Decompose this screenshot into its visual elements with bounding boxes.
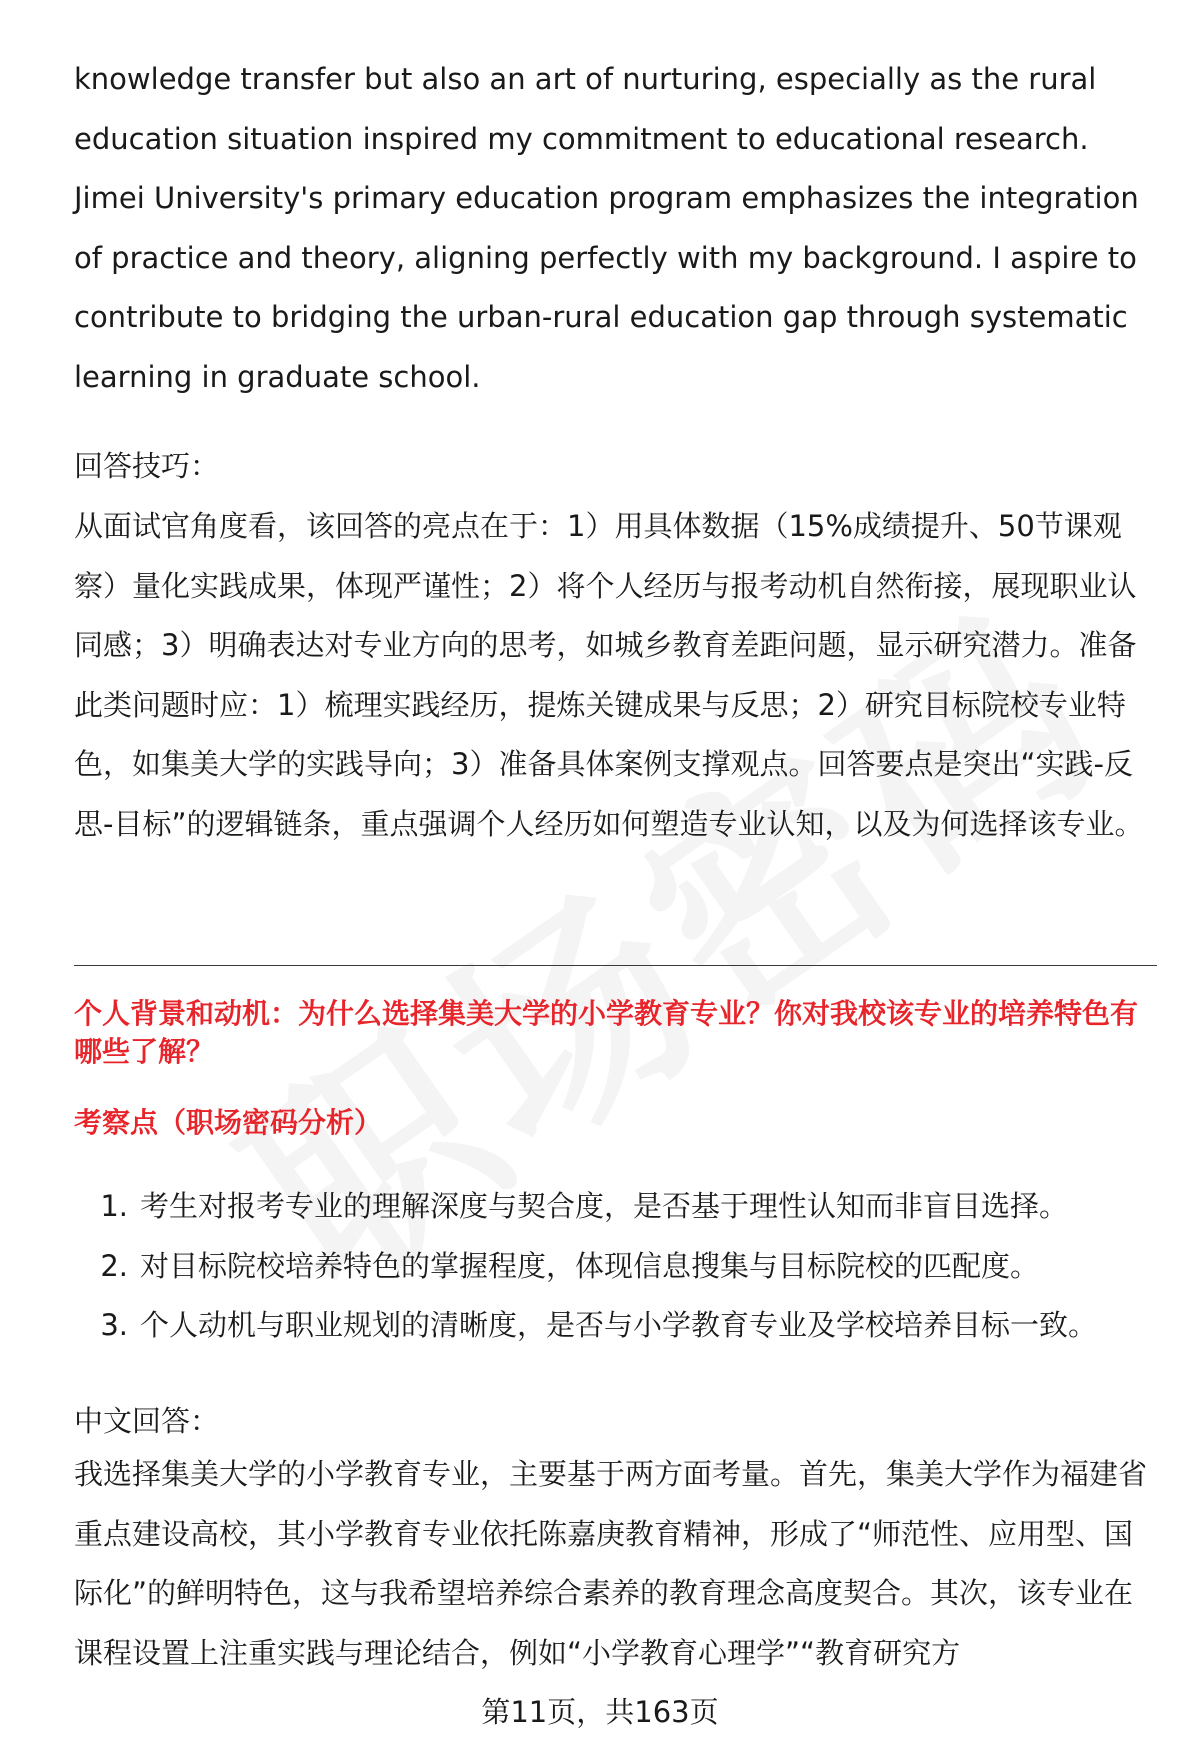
tips-body: 从面试官角度看，该回答的亮点在于：1）用具体数据（15%成绩提升、50节课观察）量化实践成果，体现严谨性；2）将个人经历与报考动机自然衔接，展现职业认同感；3）明确表达对专业方向的思考，如城乡教育差距问题，显示研究潜力。准备此类问题时应：1）梳理实践经历，提炼关键成果与反思；2）研究目标院校专业特色，如集美大学的实践导向；3）准备具体案例支撑观点。回答要点是突出“实践-反思-目标”的逻辑链条，重点强调个人经历如何塑造专业认知，以及为何选择该专业。 <box>74 509 1144 841</box>
list-item-number: 2. <box>100 1248 128 1283</box>
list-item <box>74 1177 1154 1237</box>
chinese-answer-body: 我选择集美大学的小学教育专业，主要基于两方面考量。首先，集美大学作为福建省重点建设高校，其小学教育专业依托陈嘉庚教育精神，形成了“师范性、应用型、国际化”的鲜明特色，这与我希望培养综合素养的教育理念高度契合。其次，该专业在课程设置上注重实践与理论结合，例如“小学教育心理学”“教育研究方 <box>74 1457 1148 1670</box>
assessment-points-title: 考察点（职场密码分析） <box>74 1106 383 1139</box>
tips-label: 回答技巧： <box>74 449 220 483</box>
list-item-number: 3. <box>100 1308 128 1342</box>
section-divider <box>74 965 1157 966</box>
list-item-text: 个人动机与职业规划的清晰度，是否与小学教育专业及学校培养目标一致。 <box>140 1308 1098 1342</box>
list-item <box>74 1296 1154 1356</box>
list-item <box>74 1237 1154 1297</box>
chinese-answer-label: 中文回答： <box>74 1404 220 1438</box>
question-heading: 个人背景和动机：为什么选择集美大学的小学教育专业？你对我校该专业的培养特色有哪些了解？ <box>74 997 1139 1068</box>
page-number: 第11页，共163页 <box>481 1695 719 1729</box>
list-item-number: 1. <box>100 1189 128 1223</box>
assessment-points-list <box>74 1177 1154 1356</box>
list-item-text: 考生对报考专业的理解深度与契合度，是否基于理性认知而非盲目选择。 <box>140 1189 1069 1223</box>
list-item-text: 对目标院校培养特色的掌握程度，体现信息搜集与目标院校的匹配度。 <box>140 1248 1040 1283</box>
english-answer-paragraph: knowledge transfer but also an art of nurturing, especially as the rural education situation inspired my commitment to educational research. Jimei University's primary education program emphasizes the integration of practice and theory, aligning perfectly with my background. I aspire to contribute to bridging the urban-rural education gap through systematic learning in graduate school. <box>74 62 1139 394</box>
